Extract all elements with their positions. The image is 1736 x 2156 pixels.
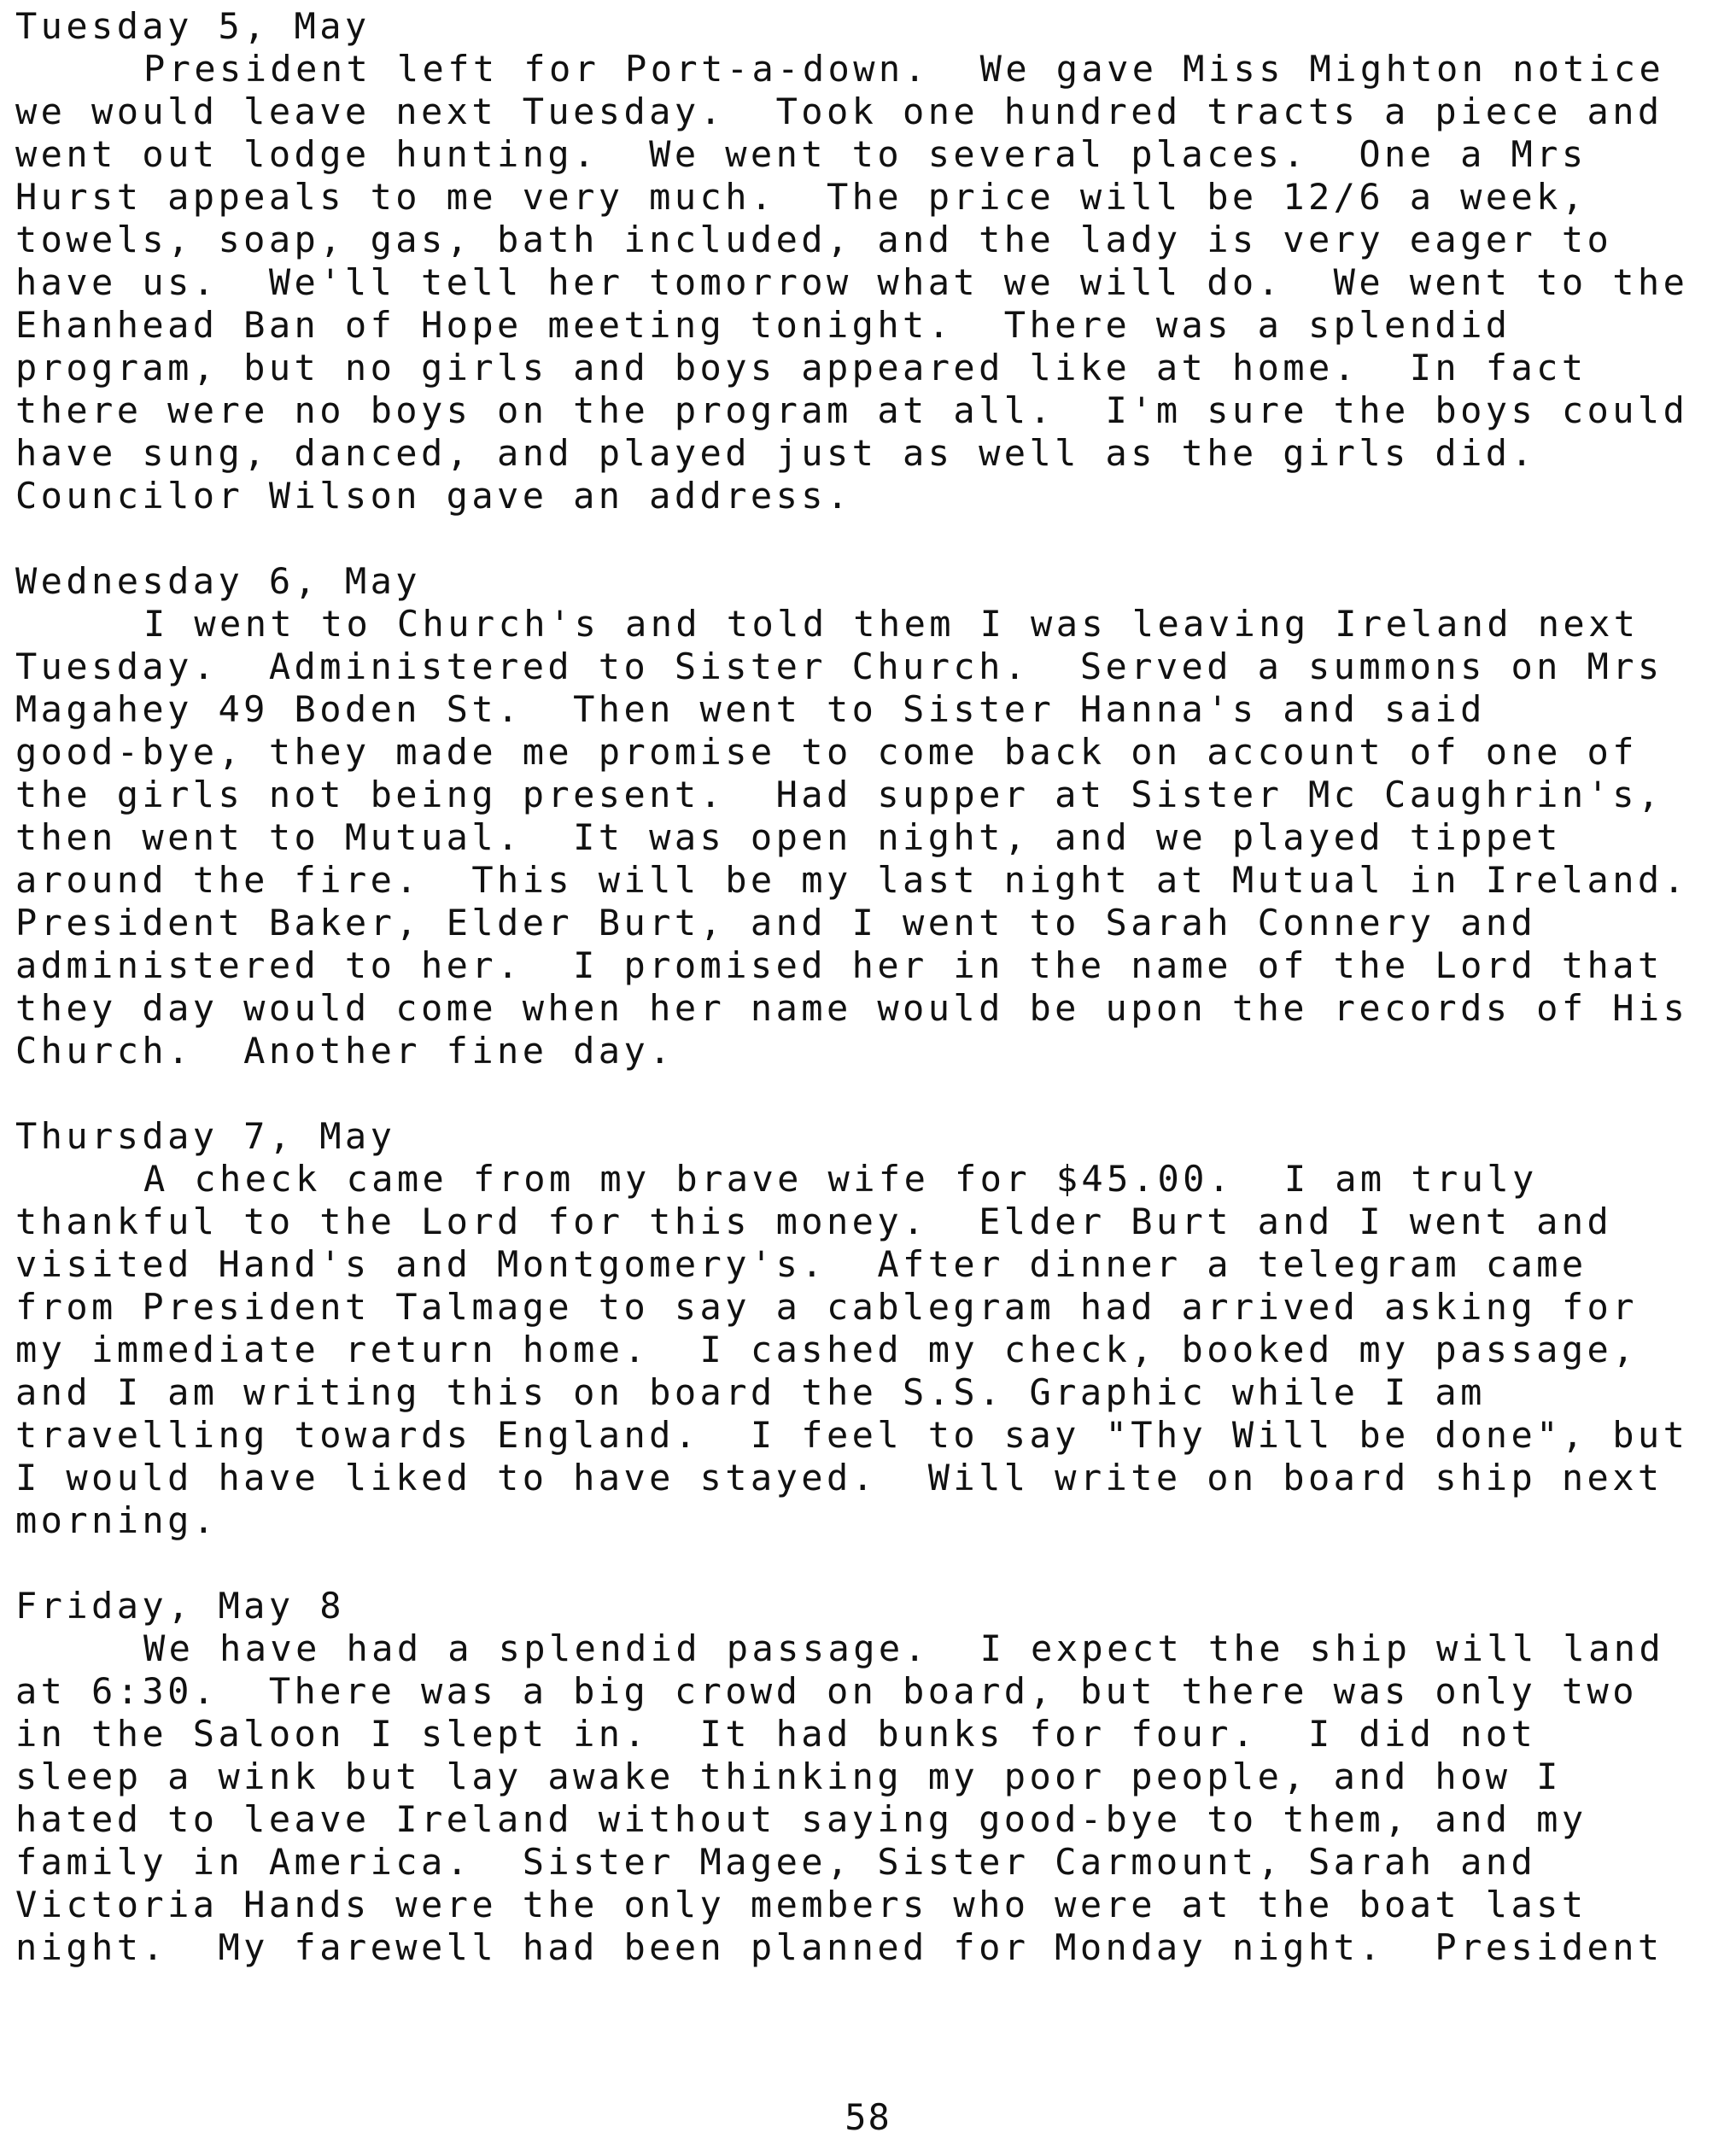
journal-entry-tuesday bbox=[15, 5, 1723, 517]
entry-date: Tuesday 5, May bbox=[15, 5, 371, 47]
entry-line: morning. bbox=[15, 1499, 219, 1541]
entry-line: the girls not being present. Had supper at Sister Mc Caughrin's, bbox=[15, 774, 1663, 815]
entry-line: I went to Church's and told them I was leaving Ireland next bbox=[143, 603, 1640, 645]
entry-line: visited Hand's and Montgomery's. After dinner a telegram came bbox=[15, 1243, 1587, 1285]
entry-line: Hurst appeals to me very much. The price will be 12/6 a week, bbox=[15, 176, 1587, 218]
entry-date: Friday, May 8 bbox=[15, 1585, 345, 1627]
entry-line: administered to her. I promised her in the name of the Lord that bbox=[15, 944, 1663, 986]
entry-line: at 6:30. There was a big crowd on board, but there was only two bbox=[15, 1670, 1638, 1712]
entry-line: program, but no girls and boys appeared like at home. In fact bbox=[15, 347, 1587, 389]
entry-line: from President Talmage to say a cablegram had arrived asking for bbox=[15, 1286, 1638, 1328]
entry-line: in the Saloon I slept in. It had bunks for four. I did not bbox=[15, 1713, 1537, 1755]
entry-line: have us. We'll tell her tomorrow what we will do. We went to the bbox=[15, 261, 1689, 303]
entry-line: I would have liked to have stayed. Will write on board ship next bbox=[15, 1457, 1663, 1499]
entry-line: thankful to the Lord for this money. Elder Burt and I went and bbox=[15, 1201, 1613, 1242]
entry-line: A check came from my brave wife for $45.00. I am truly bbox=[143, 1158, 1538, 1200]
entry-line: Magahey 49 Boden St. Then went to Sister Hanna's and said bbox=[15, 688, 1486, 730]
entry-line: Ehanhead Ban of Hope meeting tonight. There was a splendid bbox=[15, 304, 1511, 346]
journal-entry-friday bbox=[15, 1585, 1723, 1969]
entry-line: they day would come when her name would be upon the records of His bbox=[15, 987, 1689, 1029]
entry-line: night. My farewell had been planned for Monday night. President bbox=[15, 1926, 1663, 1968]
entry-line: Victoria Hands were the only members who were at the boat last bbox=[15, 1884, 1587, 1925]
entry-line: my immediate return home. I cashed my check, booked my passage, bbox=[15, 1329, 1638, 1370]
entry-line: family in America. Sister Magee, Sister Carmount, Sarah and bbox=[15, 1841, 1537, 1883]
entry-line: have sung, danced, and played just as well as the girls did. bbox=[15, 432, 1537, 474]
entry-line: Tuesday. Administered to Sister Church. Served a summons on Mrs bbox=[15, 646, 1663, 687]
entry-line: and I am writing this on board the S.S. Graphic while I am bbox=[15, 1371, 1486, 1413]
entry-line: sleep a wink but lay awake thinking my poor people, and how I bbox=[15, 1756, 1562, 1797]
entry-line: there were no boys on the program at all. I'm sure the boys could bbox=[15, 389, 1689, 431]
journal-page bbox=[15, 5, 1723, 2012]
entry-line: President Baker, Elder Burt, and I went to Sarah Connery and bbox=[15, 902, 1537, 944]
entry-line: towels, soap, gas, bath included, and the lady is very eager to bbox=[15, 219, 1613, 260]
entry-date: Wednesday 6, May bbox=[15, 560, 421, 602]
entry-line: hated to leave Ireland without saying good-bye to them, and my bbox=[15, 1798, 1587, 1840]
entry-line: travelling towards England. I feel to say "Thy Will be done", but bbox=[15, 1414, 1689, 1456]
page-number: 58 bbox=[845, 2096, 891, 2138]
entry-line: Councilor Wilson gave an address. bbox=[15, 475, 852, 517]
entry-line: around the fire. This will be my last night at Mutual in Ireland. bbox=[15, 859, 1689, 901]
entry-line: we would leave next Tuesday. Took one hundred tracts a piece and bbox=[15, 91, 1663, 132]
entry-line: Church. Another fine day. bbox=[15, 1030, 675, 1072]
entry-line: went out lodge hunting. We went to several places. One a Mrs bbox=[15, 133, 1587, 175]
entry-line: good-bye, they made me promise to come back on account of one of bbox=[15, 731, 1638, 773]
entry-line: then went to Mutual. It was open night, and we played tippet bbox=[15, 816, 1562, 858]
entry-line: We have had a splendid passage. I expect the ship will land bbox=[143, 1627, 1665, 1669]
journal-entry-thursday bbox=[15, 1115, 1723, 1542]
journal-entry-wednesday bbox=[15, 560, 1723, 1072]
entry-line: President left for Port-a-down. We gave Miss Mighton notice bbox=[143, 48, 1665, 90]
entry-date: Thursday 7, May bbox=[15, 1115, 396, 1157]
